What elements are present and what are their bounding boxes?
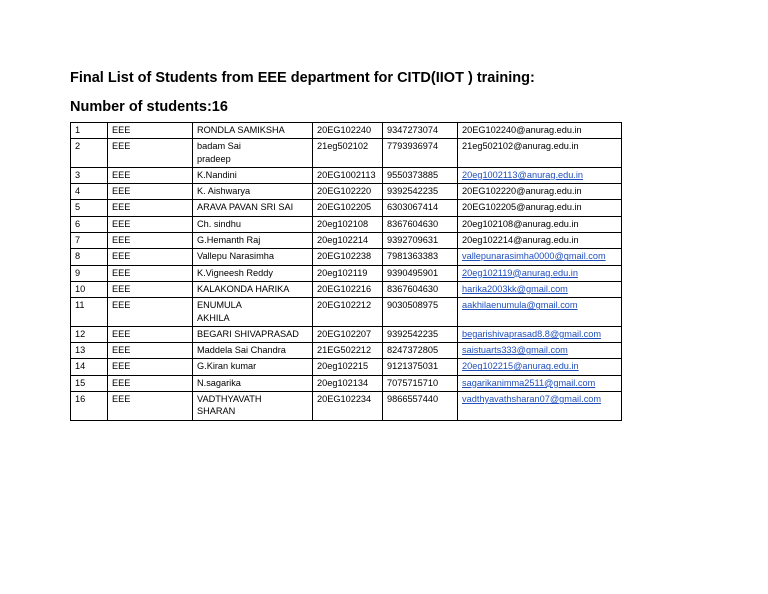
- serial-number-cell: 1: [71, 123, 108, 139]
- student-name-cell: KALAKONDA HARIKA: [193, 281, 313, 297]
- department-cell: EEE: [108, 123, 193, 139]
- table-row: [71, 249, 622, 265]
- table-row: [71, 359, 622, 375]
- serial-number-cell: 13: [71, 343, 108, 359]
- email-cell: [458, 375, 622, 391]
- roll-number-cell: 21eg502102: [313, 139, 383, 168]
- phone-number-cell: 8247372805: [383, 343, 458, 359]
- email-cell: [458, 200, 622, 216]
- department-cell: EEE: [108, 139, 193, 168]
- department-cell: EEE: [108, 200, 193, 216]
- serial-number-cell: 10: [71, 281, 108, 297]
- student-name-cell: K. Aishwarya: [193, 184, 313, 200]
- student-name-cell: K.Nandini: [193, 167, 313, 183]
- email-cell: [458, 216, 622, 232]
- department-cell: EEE: [108, 216, 193, 232]
- email-cell: [458, 281, 622, 297]
- student-name-cell: K.Vigneesh Reddy: [193, 265, 313, 281]
- department-cell: EEE: [108, 326, 193, 342]
- email-text: 21eg502102@anurag.edu.in: [462, 141, 579, 152]
- email-cell: [458, 249, 622, 265]
- roll-number-cell: 20EG1002113: [313, 167, 383, 183]
- table-row: [71, 343, 622, 359]
- department-cell: EEE: [108, 265, 193, 281]
- serial-number-cell: 14: [71, 359, 108, 375]
- serial-number-cell: 3: [71, 167, 108, 183]
- phone-number-cell: 9392709631: [383, 233, 458, 249]
- email-cell: [458, 233, 622, 249]
- roll-number-cell: 21EG502212: [313, 343, 383, 359]
- email-cell: [458, 343, 622, 359]
- table-row: [71, 265, 622, 281]
- serial-number-cell: 5: [71, 200, 108, 216]
- email-link[interactable]: vadthyavathsharan07@gmail.com: [462, 394, 602, 405]
- document-title: Final List of Students from EEE department for CITD(IIOT ) training:: [70, 70, 535, 86]
- department-cell: EEE: [108, 233, 193, 249]
- email-text: 20EG102240@anurag.edu.in: [462, 125, 582, 135]
- email-link[interactable]: 20eg102215@anurag.edu.in: [462, 361, 579, 372]
- email-cell: [458, 167, 622, 183]
- phone-number-cell: 8367604630: [383, 216, 458, 232]
- table-row: [71, 233, 622, 249]
- serial-number-cell: 16: [71, 392, 108, 421]
- department-cell: EEE: [108, 281, 193, 297]
- department-cell: EEE: [108, 343, 193, 359]
- student-name-cell: Maddela Sai Chandra: [193, 343, 313, 359]
- department-cell: EEE: [108, 298, 193, 327]
- roll-number-cell: 20EG102240: [313, 123, 383, 139]
- students-table: [70, 122, 622, 421]
- roll-number-cell: 20EG102212: [313, 298, 383, 327]
- serial-number-cell: 7: [71, 233, 108, 249]
- email-cell: [458, 298, 622, 327]
- table-row: [71, 281, 622, 297]
- department-cell: EEE: [108, 392, 193, 421]
- email-text: 20eg102214@anurag.edu.in: [462, 235, 579, 246]
- department-cell: EEE: [108, 249, 193, 265]
- roll-number-cell: 20EG102207: [313, 326, 383, 342]
- department-cell: EEE: [108, 375, 193, 391]
- email-link[interactable]: aakhilaenumula@gmail.com: [462, 300, 578, 311]
- student-count: Number of students:16: [70, 99, 228, 115]
- phone-number-cell: 9030508975: [383, 298, 458, 327]
- table-row: [71, 298, 622, 327]
- roll-number-cell: 20EG102234: [313, 392, 383, 421]
- serial-number-cell: 8: [71, 249, 108, 265]
- student-name-cell: ENUMULA AKHILA: [193, 298, 313, 327]
- roll-number-cell: 20eg102214: [313, 233, 383, 249]
- phone-number-cell: 8367604630: [383, 281, 458, 297]
- table-row: [71, 326, 622, 342]
- phone-number-cell: 9392542235: [383, 184, 458, 200]
- email-cell: [458, 392, 622, 421]
- phone-number-cell: 7793936974: [383, 139, 458, 168]
- serial-number-cell: 9: [71, 265, 108, 281]
- table-row: [71, 139, 622, 168]
- roll-number-cell: 20eg102134: [313, 375, 383, 391]
- phone-number-cell: 9121375031: [383, 359, 458, 375]
- student-name-cell: badam Sai pradeep: [193, 139, 313, 168]
- department-cell: EEE: [108, 184, 193, 200]
- phone-number-cell: 6303067414: [383, 200, 458, 216]
- department-cell: EEE: [108, 167, 193, 183]
- table-row: [71, 184, 622, 200]
- serial-number-cell: 11: [71, 298, 108, 327]
- phone-number-cell: 9866557440: [383, 392, 458, 421]
- phone-number-cell: 9390495901: [383, 265, 458, 281]
- roll-number-cell: 20EG102205: [313, 200, 383, 216]
- serial-number-cell: 12: [71, 326, 108, 342]
- table-row: [71, 392, 622, 421]
- roll-number-cell: 20eg102119: [313, 265, 383, 281]
- email-cell: [458, 359, 622, 375]
- student-name-cell: N.sagarika: [193, 375, 313, 391]
- serial-number-cell: 2: [71, 139, 108, 168]
- email-cell: [458, 326, 622, 342]
- email-cell: [458, 265, 622, 281]
- phone-number-cell: 9550373885: [383, 167, 458, 183]
- student-name-cell: G.Hemanth Raj: [193, 233, 313, 249]
- student-name-cell: G.Kiran kumar: [193, 359, 313, 375]
- email-text: 20EG102205@anurag.edu.in: [462, 202, 582, 213]
- table-row: [71, 167, 622, 183]
- email-link[interactable]: saistuarts333@gmail.com: [462, 345, 568, 356]
- student-name-cell: ARAVA PAVAN SRI SAI: [193, 200, 313, 216]
- email-text: 20EG102220@anurag.edu.in: [462, 186, 582, 197]
- email-cell: [458, 184, 622, 200]
- table-row: [71, 375, 622, 391]
- student-name-cell: Ch. sindhu: [193, 216, 313, 232]
- student-name-cell: BEGARI SHIVAPRASAD: [193, 326, 313, 342]
- table-row: [71, 123, 622, 139]
- email-link[interactable]: harika2003kk@gmail.com: [462, 283, 568, 294]
- email-link[interactable]: sagarikanimma2511@gmail.com: [462, 377, 596, 388]
- serial-number-cell: 6: [71, 216, 108, 232]
- email-cell: [458, 139, 622, 168]
- roll-number-cell: 20eg102215: [313, 359, 383, 375]
- phone-number-cell: 7981363383: [383, 249, 458, 265]
- student-name-cell: Vallepu Narasimha: [193, 249, 313, 265]
- department-cell: EEE: [108, 359, 193, 375]
- students-table-body: [71, 123, 622, 421]
- email-link[interactable]: vallepunarasimha0000@gmail.com: [462, 251, 606, 262]
- phone-number-cell: 9392542235: [383, 326, 458, 342]
- roll-number-cell: 20EG102220: [313, 184, 383, 200]
- serial-number-cell: 4: [71, 184, 108, 200]
- email-link[interactable]: 20eg1002113@anurag.edu.in: [462, 169, 584, 180]
- email-link[interactable]: begarishivaprasad8.8@gmail.com: [462, 328, 602, 339]
- email-link[interactable]: 20eg102119@anurag.edu.in: [462, 267, 578, 278]
- roll-number-cell: 20eg102108: [313, 216, 383, 232]
- table-row: [71, 200, 622, 216]
- phone-number-cell: 9347273074: [383, 123, 458, 139]
- phone-number-cell: 7075715710: [383, 375, 458, 391]
- serial-number-cell: 15: [71, 375, 108, 391]
- email-cell: [458, 123, 622, 139]
- student-name-cell: RONDLA SAMIKSHA: [193, 123, 313, 139]
- table-row: [71, 216, 622, 232]
- roll-number-cell: 20EG102238: [313, 249, 383, 265]
- email-text: 20eg102108@anurag.edu.in: [462, 218, 579, 229]
- roll-number-cell: 20EG102216: [313, 281, 383, 297]
- student-name-cell: VADTHYAVATH SHARAN: [193, 392, 313, 421]
